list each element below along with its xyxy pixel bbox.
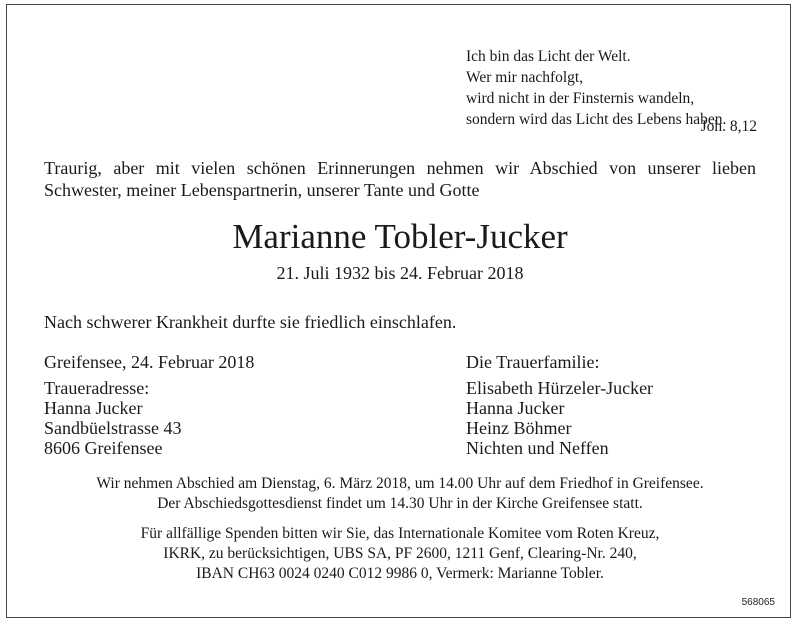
- place-date: Greifensee, 24. Februar 2018: [44, 352, 255, 372]
- right-column: [466, 352, 653, 458]
- bible-verse: [466, 46, 726, 130]
- farewell-line: Wir nehmen Abschied am Dienstag, 6. März 2018, um 14.00 Uhr auf dem Friedhof in Greifensee.: [96, 475, 704, 492]
- donation-info: [0, 524, 800, 584]
- family-heading: Die Trauerfamilie:: [466, 352, 600, 372]
- verse-line: Wer mir nachfolgt,: [466, 69, 584, 86]
- address-line: Hanna Jucker: [44, 398, 143, 418]
- family-member: Hanna Jucker: [466, 398, 565, 418]
- verse-line: sondern wird das Licht des Lebens haben.: [466, 111, 727, 128]
- donation-line: Für allfällige Spenden bitten wir Sie, das Internationale Komitee vom Roten Kreuz,: [140, 525, 660, 542]
- verse-line: Ich bin das Licht der Welt.: [466, 48, 631, 65]
- farewell-line: Der Abschiedsgottesdienst findet um 14.30 Uhr in der Kirche Greifensee statt.: [157, 495, 643, 512]
- donation-line: IBAN CH63 0024 0240 C012 9986 0, Vermerk: Marianne Tobler.: [196, 565, 604, 582]
- address-label: Traueradresse:: [44, 378, 150, 398]
- family-member: Nichten und Neffen: [466, 438, 609, 458]
- donation-line: IKRK, zu berücksichtigen, UBS SA, PF 2600, 1211 Genf, Clearing-Nr. 240,: [163, 545, 637, 562]
- verse-line: wird nicht in der Finsternis wandeln,: [466, 90, 695, 107]
- address-line: 8606 Greifensee: [44, 438, 163, 458]
- family-member: Heinz Böhmer: [466, 418, 572, 438]
- life-dates: 21. Juli 1932 bis 24. Februar 2018: [276, 263, 524, 283]
- ad-code: 568065: [741, 597, 775, 608]
- address-line: Sandbüelstrasse 43: [44, 418, 182, 438]
- verse-reference: Joh. 8,12: [700, 118, 757, 135]
- intro-text: Traurig, aber mit vielen schönen Erinnerungen nehmen wir Abschied von unserer lieben Schwester, meiner Lebenspartnerin, unserer Tante und Gotte: [44, 158, 756, 200]
- deceased-name: Marianne Tobler-Jucker: [232, 217, 568, 256]
- left-column: [44, 352, 254, 458]
- farewell-info: [0, 474, 800, 514]
- family-member: Elisabeth Hürzeler-Jucker: [466, 378, 654, 398]
- statement-text: Nach schwerer Krankheit durfte sie friedlich einschlafen.: [44, 312, 457, 332]
